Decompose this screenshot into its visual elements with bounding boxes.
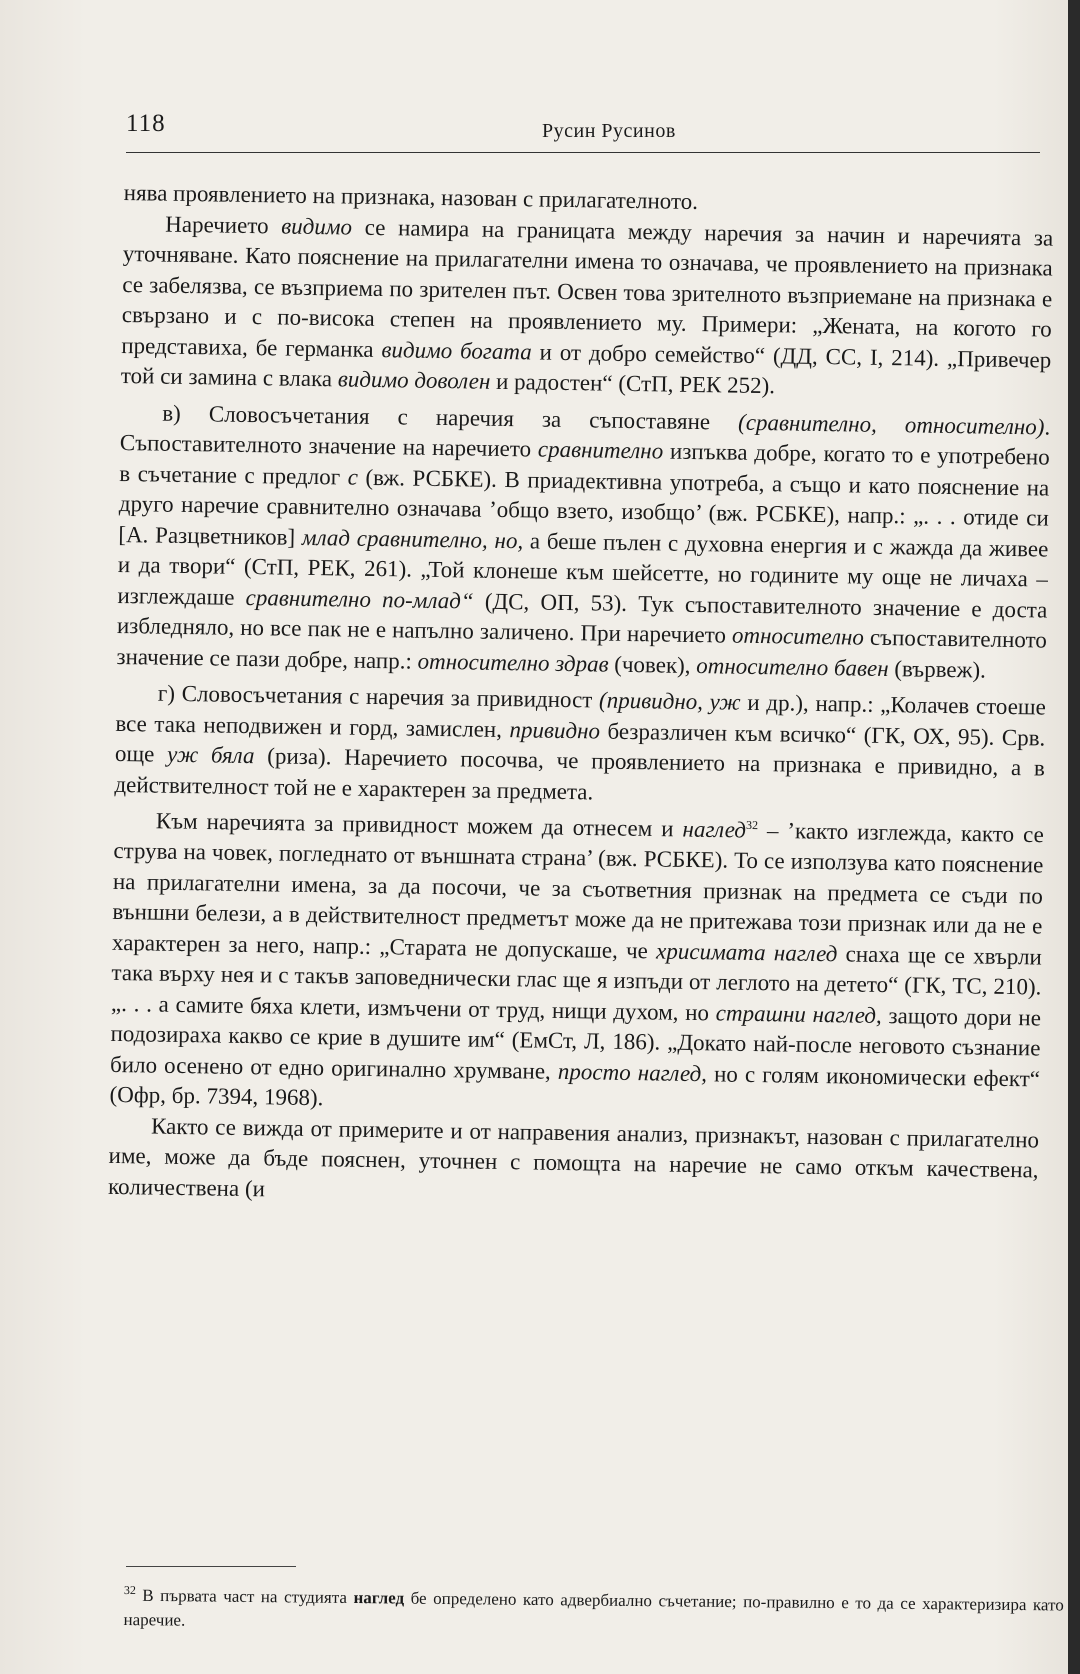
paragraph-continuation: нява проявлението на признака, назован с прилагателното. <box>123 179 699 215</box>
footnote-text-after: бе определено като адвербиално съчетание; по-правилно е то да се характеризира като наречие. <box>123 1588 1064 1630</box>
header-rule <box>126 152 1040 153</box>
footnote-bold-word: наглед <box>353 1588 405 1608</box>
footnote-ref[interactable]: 32 <box>745 817 759 833</box>
page-number: 118 <box>126 110 166 137</box>
paragraph-vidimo: Наречието видимо се намира на границата между наречия за начин и наречията за уточняване. Като пояснение на прилагателни имена то означава, че проявлението на признака се забелязва, се възприема по зрителен път. Освен това зрителното възприемане на признака е свързано и с по-висока степен на проявлението му. Примери: „Жената, на когото го представиха, бе германка видимо богата и от добро семейство“ (ДД, СС, I, 214). „Привечер той си замина с влака видимо доволен и радостен“ (СтП, РЕК 252). <box>120 211 1054 399</box>
paragraph-conclusion: Както се вижда от примерите и от направения анализ, признакът, назован с прилагателно име, може да бъде пояснен, уточнен с помощта на наречие не само откъм качествена, количествена (и <box>107 1113 1040 1201</box>
page-header <box>126 100 1040 140</box>
paragraph-nagled: Към наречията за привидност можем да отнесем и наглед$^{32}$ – ’както изглежда, както се струва на човек, погледнато от външната страна’ (вж. РСБКЕ). То се използува като пояснение на прилагателни имена, за да посочи, че за съответния признак на предмета се съди по външни белези, а в действителност предметът може да не притежава този признак или да не е характерен за него, напр.: „Старата не допускаше, че хрисимата наглед снаха ще се хвърли така върху нея и с такъв заповеднически глас ще я изпъди от леглото на детето“ (ГК, ТС, 210). „. . . а самите бяха клети, измъчени от труд, нищи духом, но страшни наглед, защото дори не подозираха какво се крие в душите им“ (ЕмСт, Л, 186). „Докато най-после неговото съзнание било осенено от едно оригинално хрумване, просто наглед, но с голям икономически ефект“ (Офр, бр. 7394, 1968). <box>109 808 1044 1111</box>
paragraph-section-g: г) Словосъчетания с наречия за привидност (привидно, уж и др.), напр.: „Колачев стоеше все така неподвижен и горд, замислен, привидно безразличен към всичко“ (ГК, ОХ, 95). Срв. още уж бяла (риза). Наречието посочва, че проявлението на признака е привидно, а в действителност той не е характерен за предмета. <box>114 680 1047 804</box>
footnote <box>123 1578 1064 1641</box>
running-head: Русин Русинов <box>542 120 676 142</box>
body-text <box>108 178 1054 1217</box>
footnote-marker: 32 <box>123 1582 136 1598</box>
footnote-rule <box>126 1566 296 1567</box>
footnote-text-before: В първата част на студията <box>142 1585 348 1607</box>
book-spine <box>1068 0 1080 1674</box>
paragraph-section-v: в) Словосъчетания с наречия за съпоставяне (сравнително, относително). Съпоставителното значение на наречието сравнително изпъква добре, когато то е употребено в съчетание с предлог с (вж. РСБКЕ). В приадективна употреба, а също и като пояснение на друго наречие сравнително означава ’общо взето, изобщо’ (вж. РСБКЕ), напр.: „. . . отиде си [А. Разцветников] млад сравнително, но, а беше пълен с духовна енергия и с жажда да живее и да твори“ (СтП, РЕК, 261). „Той клонеше към шейсетте, но годините му още не личаха – изглеждаше сравнително по-млад“ (ДС, ОП, 53). Тук съпоставителното значение е доста избледняло, но все пак не е напълно заличено. При наречието относително съпоставителното значение се пази добре, напр.: относително здрав (човек), относително бавен (вървеж). <box>116 400 1051 683</box>
